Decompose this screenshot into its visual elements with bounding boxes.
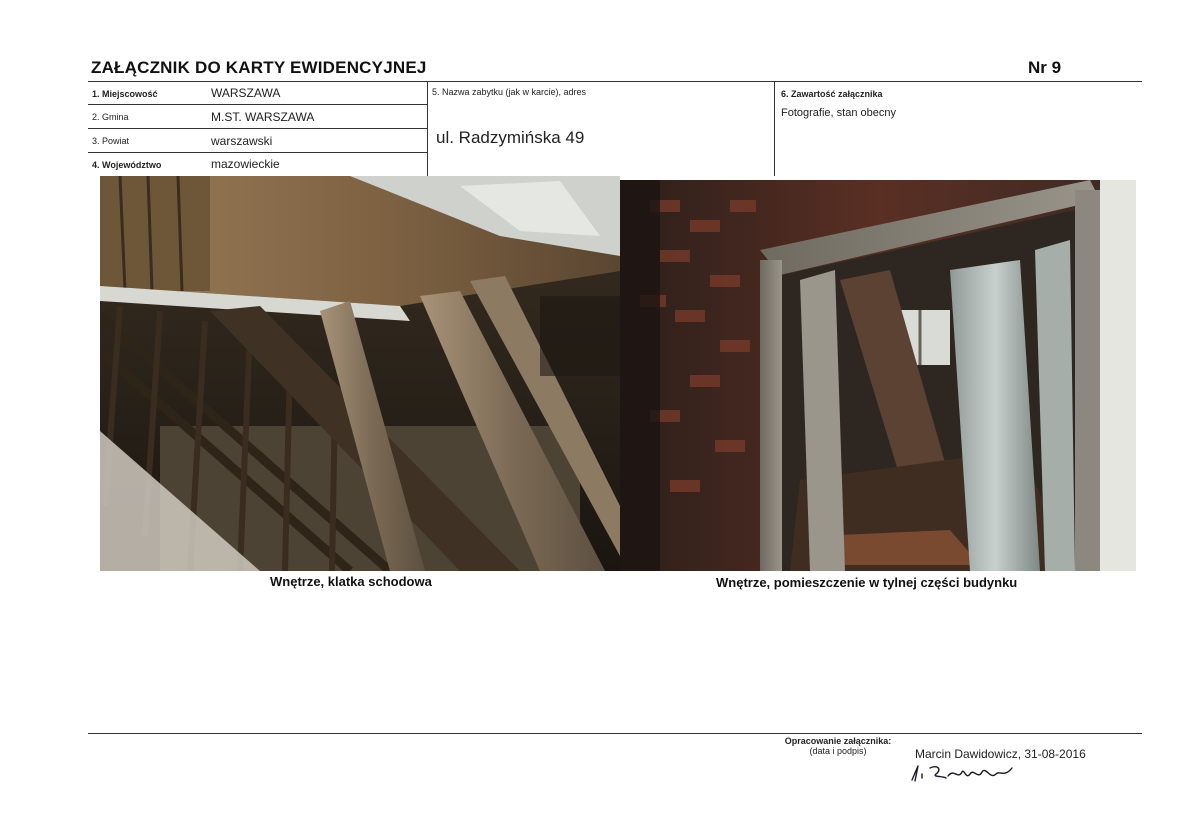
gmina-label: 2. Gmina [92, 112, 129, 122]
wojewodztwo-value: mazowieckie [211, 157, 280, 171]
column-divider [427, 81, 428, 176]
handwritten-signature [908, 760, 1018, 791]
row-divider [88, 152, 427, 153]
document-title: ZAŁĄCZNIK DO KARTY EWIDENCYJNEJ [91, 58, 427, 77]
header-rule [88, 81, 1142, 82]
monument-address: ul. Radzymińska 49 [436, 128, 585, 147]
row-divider [88, 128, 427, 129]
powiat-label: 3. Powiat [92, 136, 130, 146]
row-divider [88, 104, 427, 105]
miejscowosc-value: WARSZAWA [211, 86, 281, 100]
photo-staircase-caption: Wnętrze, klatka schodowa [270, 574, 432, 589]
author-and-date: Marcin Dawidowicz, 31-08-2016 [915, 747, 1086, 761]
powiat-value: warszawski [211, 134, 273, 148]
photo-back-room-caption: Wnętrze, pomieszczenie w tylnej części budynku [716, 575, 1018, 590]
footer-rule [88, 733, 1142, 734]
photo-back-room [620, 180, 1136, 571]
wojewodztwo-label: 4. Województwo [92, 160, 162, 170]
nazwa-label: 5. Nazwa zabytku (jak w karcie), adres [432, 87, 587, 97]
prepared-by-label-line1: Opracowanie załącznika: [784, 736, 892, 746]
attachment-number: Nr 9 [1028, 58, 1062, 77]
gmina-value: M.ST. WARSZAWA [211, 110, 315, 124]
column-divider [774, 81, 775, 176]
miejscowosc-label: 1. Miejscowość [92, 89, 158, 99]
photo-staircase [100, 176, 620, 571]
zawartosc-value: Fotografie, stan obecny [781, 107, 896, 119]
zawartosc-label: 6. Zawartość załącznika [781, 89, 883, 99]
prepared-by-label [778, 736, 898, 756]
prepared-by-label-line2: (data i podpis) [809, 746, 867, 756]
